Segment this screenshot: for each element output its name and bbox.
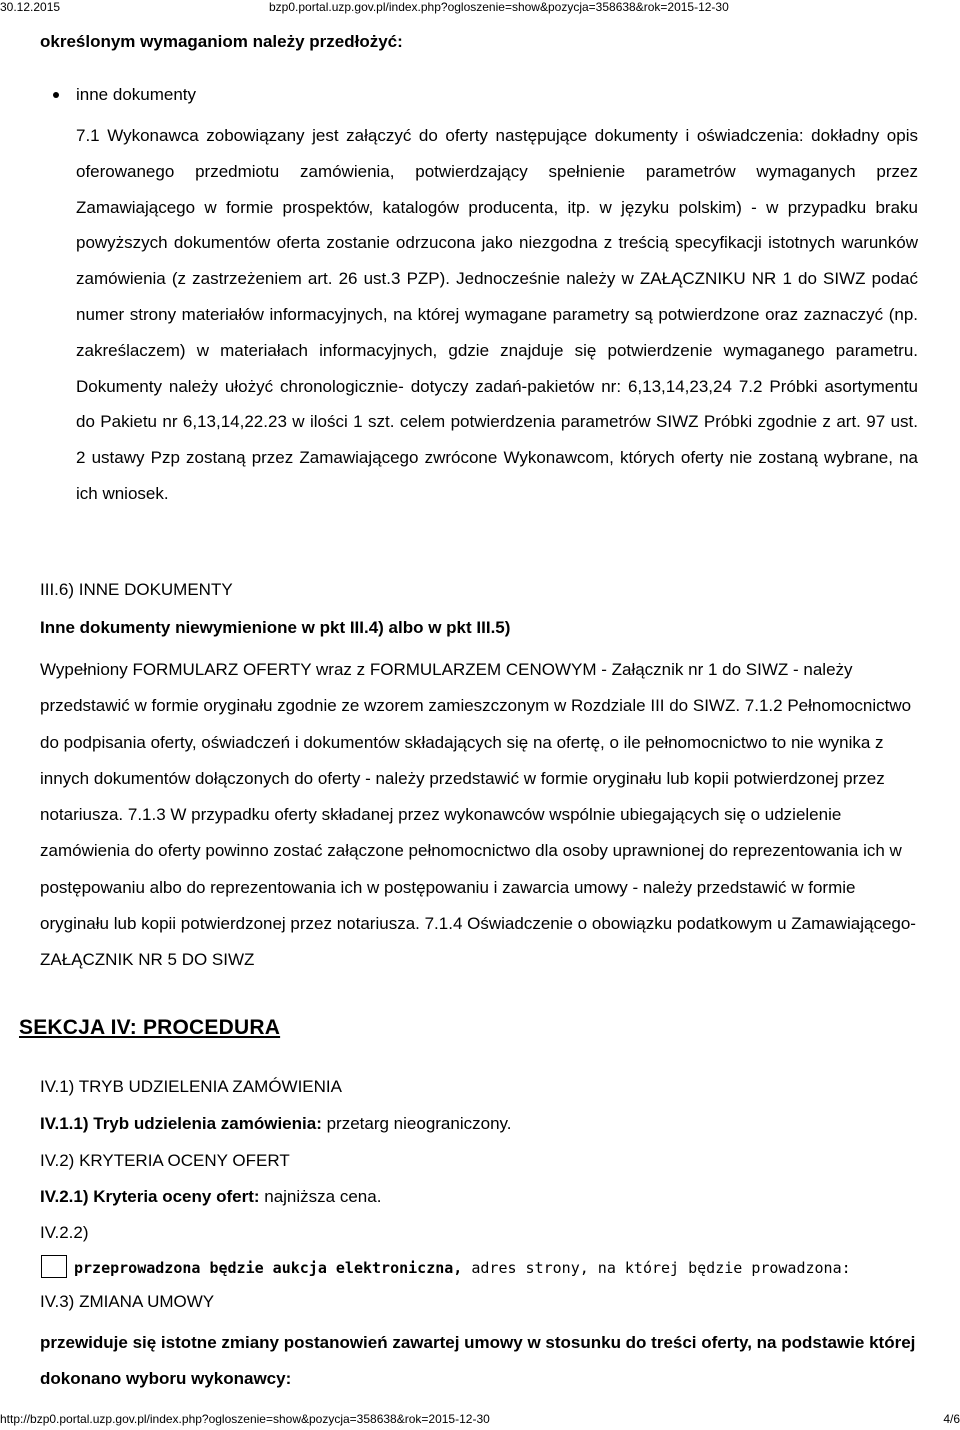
tryb-label: IV.1.1) Tryb udzielenia zamówienia: (40, 1114, 322, 1133)
zmiana-heading: IV.3) ZMIANA UMOWY (40, 1292, 215, 1311)
aukcja-heading: IV.2.2) (40, 1223, 89, 1242)
kryteria-label: IV.2.1) Kryteria oceny ofert: (40, 1187, 260, 1206)
inne-dokumenty-subheading: Inne dokumenty niewymienione w pkt III.4) albo w pkt III.5) (40, 618, 511, 637)
aukcja-value: adres strony, na której będzie prowadzona: (471, 1259, 851, 1277)
print-footer-url: http://bzp0.portal.uzp.gov.pl/index.php?ogloszenie=show&pozycja=358638&rok=2015-12-30 (0, 1412, 490, 1426)
aukcja-row (74, 1257, 851, 1279)
zmiana-text: przewiduje się istotne zmiany postanowień zawartej umowy w stosunku do treści oferty, na podstawie której dokonano wyboru wykonawcy: (40, 1333, 916, 1388)
print-date: 30.12.2015 (0, 0, 61, 14)
inne-dokumenty-text: Wypełniony FORMULARZ OFERTY wraz z FORMULARZEM CENOWYM - Załącznik nr 1 do SIWZ - należy przedstawić w formie oryginału zgodnie ze wzorem zamieszczonym w Rozdziale III do SIWZ. 7.1.2 Pełnomocnictwo do podpisania oferty, oświadczeń i dokumentów składających się na ofertę, o ile pełnomocnictwo to nie wynika z innych dokumentów dołączonych do oferty - należy przedstawić w formie oryginału lub kopii potwierdzonej przez notariusza. 7.1.3 W przypadku oferty składanej przez wykonawców wspólnie ubiegających się o udzielenie zamówienia do oferty powinno zostać załączone pełnomocnictwo dla osoby uprawnionej do reprezentowania ich w postępowaniu albo do reprezentowania ich w postępowaniu i zawarcia umowy - należy przedstawić w formie oryginału lub kopii potwierdzonej przez notariusza. 7.1.4 Oświadczenie o obowiązku podatkowym u Zamawiającego- ZAŁĄCZNIK NR 5 DO SIWZ (40, 660, 916, 970)
kryteria-heading: IV.2) KRYTERIA OCENY OFERT (40, 1151, 290, 1170)
aukcja-label: przeprowadzona będzie aukcja elektroniczna, (74, 1259, 463, 1277)
print-header (0, 0, 960, 14)
print-footer (0, 1411, 960, 1427)
bullet-item: inne dokumenty (76, 85, 197, 104)
documents-paragraph: 7.1 Wykonawca zobowiązany jest załączyć do oferty następujące dokumenty i oświadczenia: dokładny opis oferowanego przedmiotu zamówienia, potwierdzający spełnienie parametrów wymaganych przez Zamawiającego w formie prospektów, katalogów producenta, itp. w języku polskim) - w przypadku braku powyższych dokumentów oferta zostanie odrzucona jako niezgodna z treścią specyfikacji istotnych warunków zamówienia (z zastrzeżeniem art. 26 ust.3 PZP). Jednocześnie należy w ZAŁĄCZNIKU NR 1 do SIWZ podać numer strony materiałów informacyjnych, na której wymagane parametry są potwierdzone oraz zaznaczyć (np. zakreślaczem) w materiałach informacyjnych, gdzie znajduje się potwierdzenie wymaganego parametru. Dokumenty należy ułożyć chronologicznie- dotyczy zadań-pakietów nr: 6,13,14,23,24 7.2 Próbki asortymentu do Pakietu nr 6,13,14,22.23 w ilości 1 szt. celem potwierdzenia parametrów SIWZ Próbki zgodnie z art. 97 ust. 2 ustawy Pzp zostaną przez Zamawiającego zwrócone Wykonawcom, których oferty nie zostaną wybrane, na ich wniosek. (76, 126, 918, 503)
kryteria-row (40, 1186, 381, 1208)
tryb-value: przetarg nieograniczony. (326, 1114, 512, 1133)
print-header-url: bzp0.portal.uzp.gov.pl/index.php?ogloszenie=show&pozycja=358638&rok=2015-12-30 (269, 0, 729, 14)
tryb-row (40, 1113, 512, 1135)
inne-dokumenty-heading: III.6) INNE DOKUMENTY (40, 580, 233, 599)
requirements-lead: określonym wymaganiom należy przedłożyć: (40, 32, 403, 51)
tryb-heading: IV.1) TRYB UDZIELENIA ZAMÓWIENIA (40, 1077, 342, 1096)
section-title: SEKCJA IV: PROCEDURA (19, 1016, 281, 1039)
kryteria-value: najniższa cena. (264, 1187, 382, 1206)
page-number: 4/6 (943, 1412, 960, 1426)
aukcja-checkbox[interactable] (41, 1255, 67, 1278)
